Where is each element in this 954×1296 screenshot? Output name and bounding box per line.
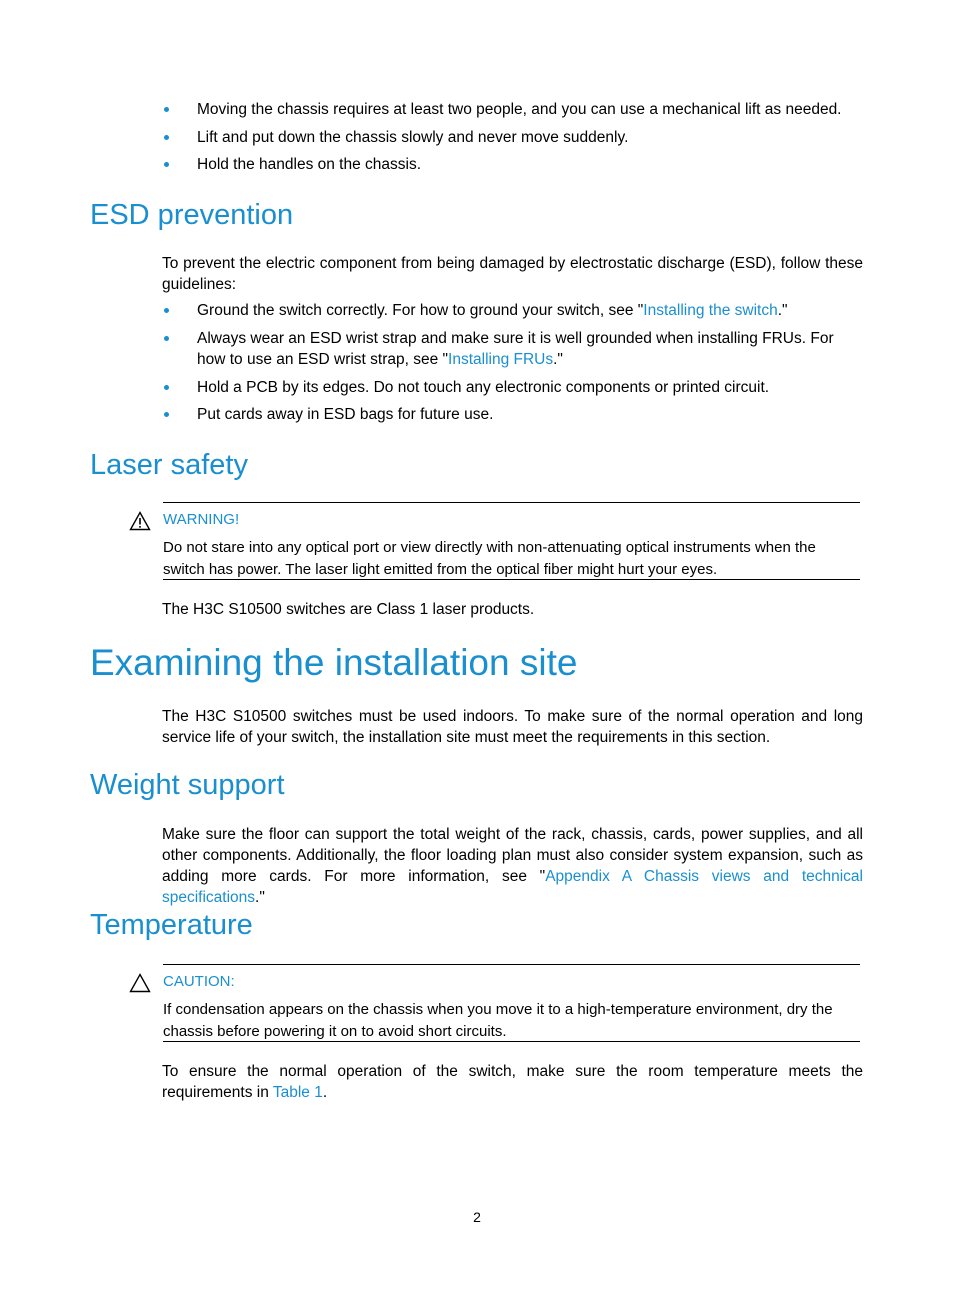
list-item: Moving the chassis requires at least two people, and you can use a mechanical lift as needed. <box>162 99 862 120</box>
section-heading-laser: Laser safety <box>90 449 248 481</box>
bullet-icon <box>164 412 169 417</box>
section-heading-esd: ESD prevention <box>90 199 294 231</box>
bullet-icon <box>164 107 169 112</box>
caution-text: If condensation appears on the chassis when you move it to a high-temperature environment, dry the chassis before powering it on to avoid short circuits. <box>163 1001 833 1040</box>
temperature-text: To ensure the normal operation of the switch, make sure the room temperature meets the requirements in Table 1. <box>162 1063 863 1101</box>
list-item: Hold a PCB by its edges. Do not touch any electronic components or printed circuit. <box>162 377 863 398</box>
list-item: Hold the handles on the chassis. <box>162 154 862 175</box>
list-item: Always wear an ESD wrist strap and make sure it is well grounded when installing FRUs. For how to use an ESD wrist strap, see "Installing FRUs." <box>162 328 863 370</box>
site-intro: The H3C S10500 switches must be used indoors. To make sure of the normal operation and long service life of your switch, the installation site must meet the requirements in this section. <box>162 708 863 746</box>
link-table-1[interactable]: Table 1 <box>272 1084 323 1101</box>
weight-text: Make sure the floor can support the total weight of the rack, chassis, cards, power supplies, and all other components. Additionally, the floor loading plan must also consider system expansion, such as adding more cards. For more information, see "Appendix A Chassis views and technical specifications." <box>162 826 863 906</box>
divider <box>163 964 860 965</box>
warning-label: WARNING! <box>163 511 240 528</box>
divider <box>163 502 860 503</box>
warning-notice <box>129 502 860 582</box>
laser-class-note: The H3C S10500 switches are Class 1 laser products. <box>162 601 535 618</box>
section-heading-weight: Weight support <box>90 769 285 801</box>
caution-notice <box>129 964 860 1044</box>
chassis-handling-list <box>162 99 862 175</box>
list-item: Lift and put down the chassis slowly and never move suddenly. <box>162 127 862 148</box>
list-item: Put cards away in ESD bags for future use. <box>162 404 863 425</box>
warning-text: Do not stare into any optical port or view directly with non-attenuating optical instruments when the switch has power. The laser light emitted from the optical fiber might hurt your eyes. <box>163 539 816 578</box>
bullet-icon <box>164 308 169 313</box>
link-installing-the-switch[interactable]: Installing the switch <box>643 302 778 319</box>
divider <box>163 579 860 580</box>
bullet-icon <box>164 162 169 167</box>
link-installing-frus[interactable]: Installing FRUs <box>448 351 554 368</box>
chapter-heading: Examining the installation site <box>90 642 578 683</box>
section-heading-temperature: Temperature <box>90 909 253 941</box>
esd-intro: To prevent the electric component from being damaged by electrostatic discharge (ESD), follow these guidelines: <box>162 255 863 293</box>
caution-label: CAUTION: <box>163 973 235 990</box>
divider <box>163 1041 860 1042</box>
warning-triangle-icon <box>129 511 151 531</box>
list-item: Ground the switch correctly. For how to ground your switch, see "Installing the switch." <box>162 300 863 321</box>
caution-triangle-icon <box>129 973 151 993</box>
link-appendix-a[interactable]: Appendix A Chassis views and technical specifications <box>162 868 863 906</box>
esd-guidelines-list <box>162 300 863 425</box>
bullet-icon <box>164 336 169 341</box>
bullet-icon <box>164 385 169 390</box>
page-number: 2 <box>473 1209 481 1225</box>
bullet-icon <box>164 135 169 140</box>
